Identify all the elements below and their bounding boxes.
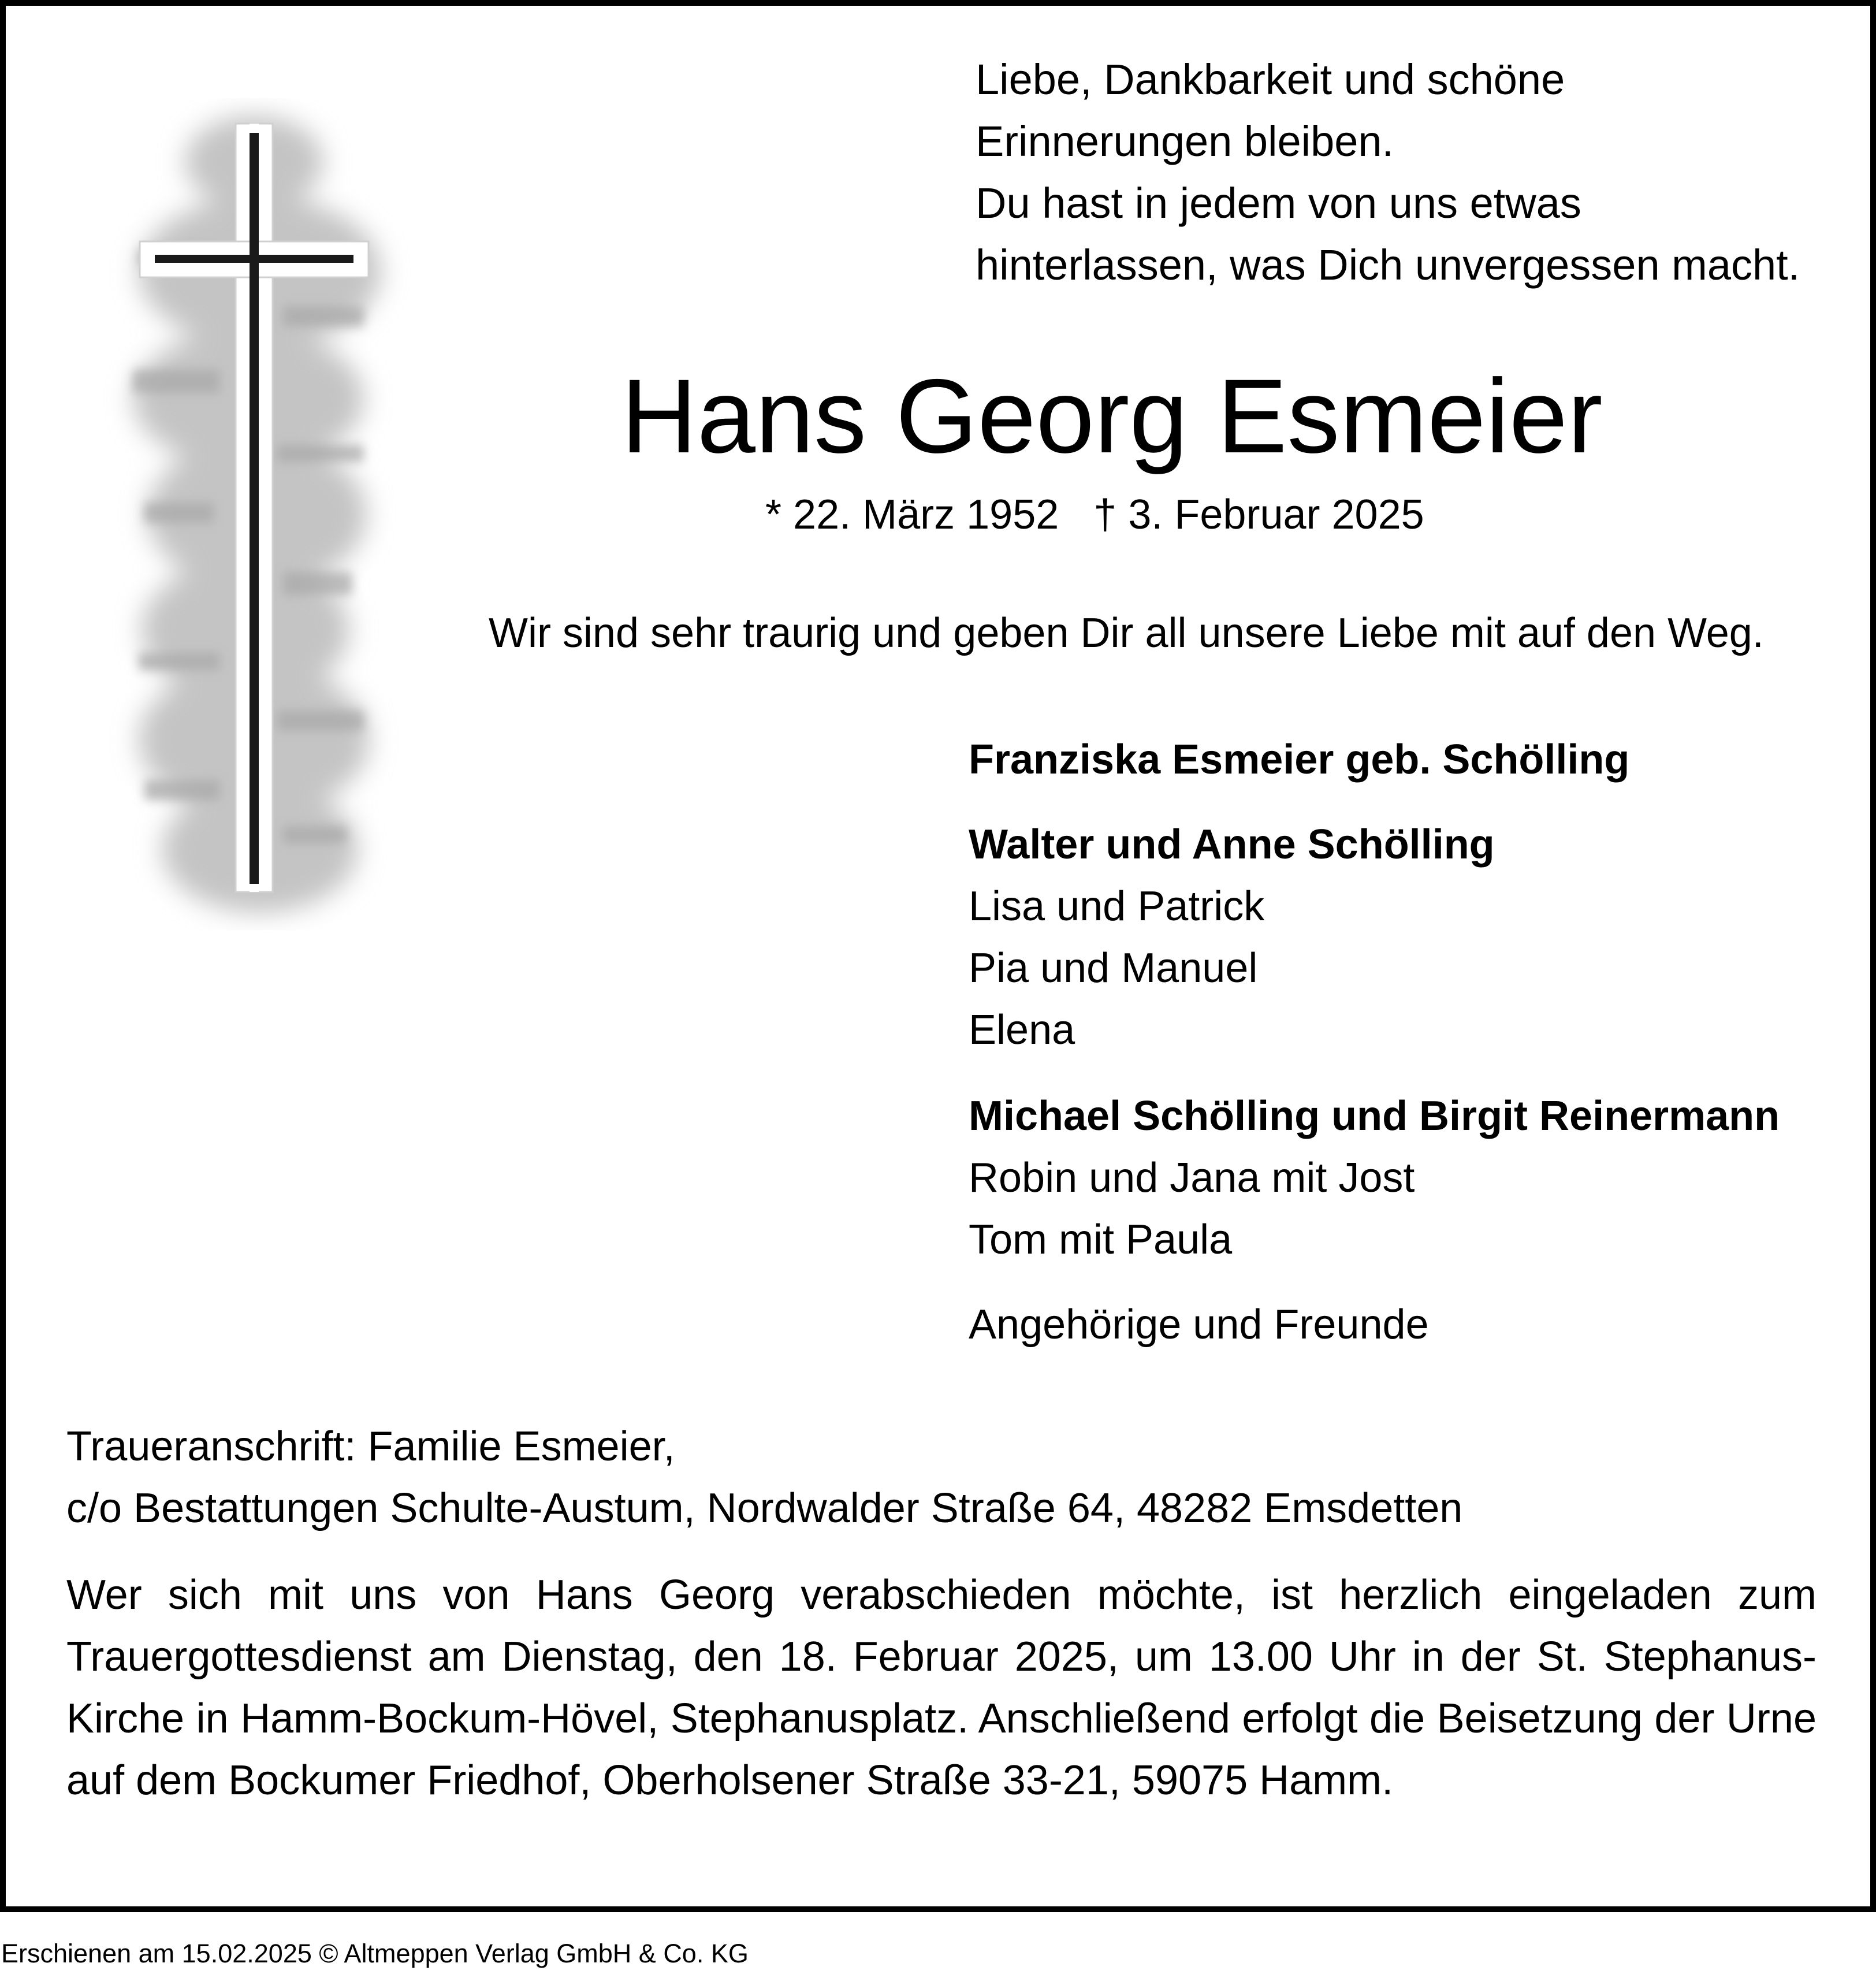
sorrow-line: Wir sind sehr traurig und geben Dir all unsere Liebe mit auf den Weg.: [489, 610, 1764, 656]
quote-line: hinterlassen, was Dich unvergessen macht.: [976, 241, 1800, 289]
family-member: Lisa und Patrick: [969, 883, 1265, 929]
memorial-quote: [976, 49, 1842, 296]
mourning-address: [66, 1416, 1462, 1540]
publication-footer: Erschienen am 15.02.2025 © Altmeppen Verlag GmbH & Co. KG: [1, 1939, 749, 1968]
birth-date: * 22. März 1952: [765, 492, 1059, 538]
death-date: † 3. Februar 2025: [1093, 492, 1424, 538]
spouse-name: Franziska Esmeier geb. Schölling: [969, 737, 1630, 783]
cross-icon: [98, 98, 422, 930]
quote-line: Du hast in jedem von uns etwas: [976, 179, 1581, 227]
family-group-head: Michael Schölling und Birgit Reinermann: [969, 1093, 1780, 1139]
family-group-head: Walter und Anne Schölling: [969, 821, 1495, 868]
family-member: Tom mit Paula: [969, 1217, 1233, 1263]
quote-line: Erinnerungen bleiben.: [976, 117, 1394, 165]
address-line: c/o Bestattungen Schulte-Austum, Nordwalder Straße 64, 48282 Emsdetten: [66, 1485, 1463, 1531]
family-member: Robin und Jana mit Jost: [969, 1155, 1415, 1201]
relatives-and-friends: Angehörige und Freunde: [969, 1302, 1429, 1348]
address-line: Traueranschrift: Familie Esmeier,: [66, 1423, 675, 1470]
life-dates: [765, 489, 1424, 541]
family-member: Pia und Manuel: [969, 945, 1258, 991]
quote-line: Liebe, Dankbarkeit und schöne: [976, 55, 1565, 103]
family-member: Elena: [969, 1007, 1075, 1053]
deceased-name: Hans Georg Esmeier: [621, 357, 1603, 475]
funeral-service-text: Wer sich mit uns von Hans Georg verabschieden möchte, ist herzlich eingeladen zum Trauergottesdienst am Dienstag, den 18. Februar 2025, um 13.00 Uhr in der St. Stephanus-Kirche in Hamm-Bockum-Hövel, Stephanusplatz. Anschließend erfolgt die Beisetzung der Urne auf dem Bockumer Friedhof, Oberholsener Straße 33-21, 59075 Hamm.: [66, 1572, 1817, 1804]
mourners-list: [969, 729, 1847, 1356]
